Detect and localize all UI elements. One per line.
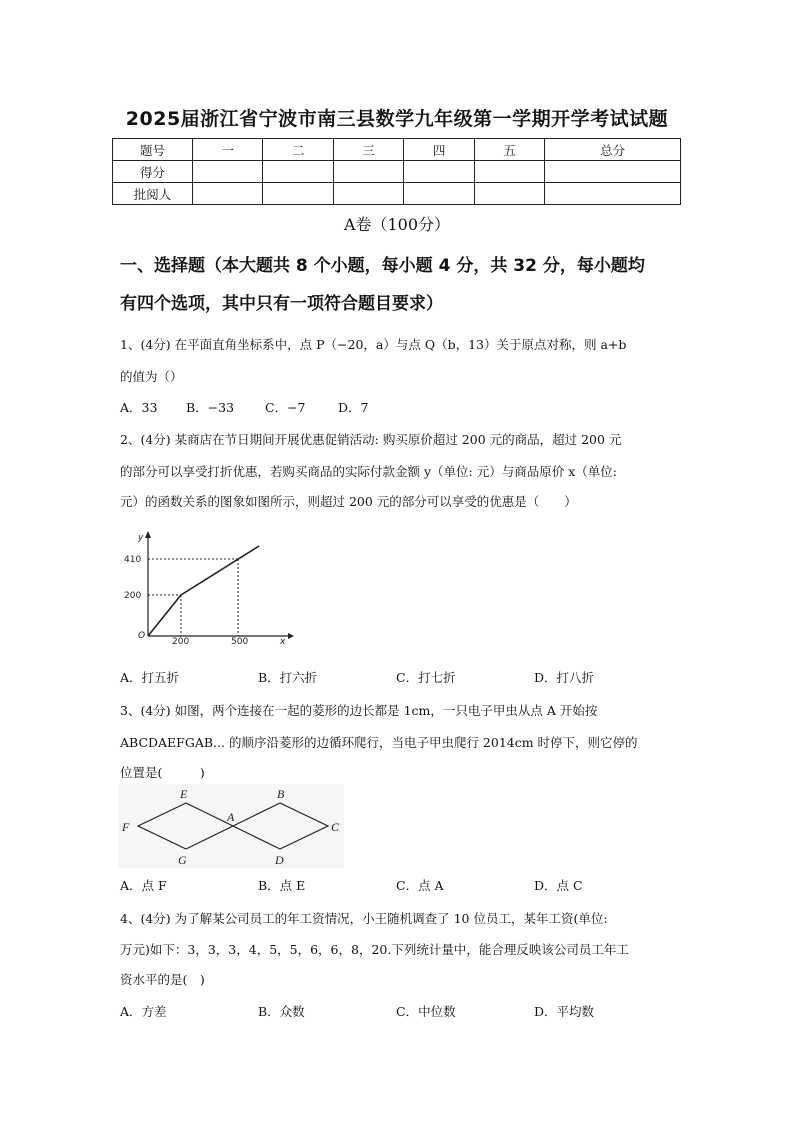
q3-option-b: B．点 E <box>258 878 306 893</box>
q4-option-b: B．众数 <box>258 1004 305 1019</box>
score-cell <box>263 161 333 183</box>
q2-text-line3: 元）的函数关系的图象如图所示，则超过 200 元的部分可以享受的优惠是（ ） <box>120 494 577 509</box>
score-table <box>112 138 681 205</box>
q1-option-b: B．−33 <box>186 400 235 415</box>
point-label-c: C <box>331 820 340 834</box>
exam-title: 2025届浙江省宁波市南三县数学九年级第一学期开学考试试题 <box>125 108 669 130</box>
q4-option-a: A．方差 <box>120 1004 167 1019</box>
score-cell: 四 <box>404 139 474 161</box>
score-cell: 一 <box>193 139 263 161</box>
q1-option-a: A．33 <box>120 400 158 415</box>
q3-rhombus-figure <box>118 784 344 868</box>
point-label-g: G <box>178 853 187 867</box>
q3-text-line2: ABCDAEFGAB... 的顺序沿菱形的边循环爬行，当电子甲虫爬行 2014cm 时停下，则它停的 <box>120 735 638 750</box>
x-axis-arrow-icon <box>288 633 294 639</box>
score-cell <box>545 161 681 183</box>
score-cell: 得分 <box>113 161 193 183</box>
point-label-b: B <box>277 787 285 801</box>
q4-text-line3: 资水平的是( ) <box>120 972 205 987</box>
section-heading-line1: 一、选择题（本大题共 8 个小题，每小题 4 分，共 32 分，每小题均 <box>120 256 645 276</box>
figure-background <box>118 784 344 868</box>
q2-text-line2: 的部分可以享受打折优惠，若购买商品的实际付款金额 y（单位: 元）与商品原价 x（单位: <box>120 464 617 479</box>
section-heading-line2: 有四个选项，其中只有一项符合题目要求） <box>120 294 443 314</box>
score-cell <box>474 161 544 183</box>
q3-text-line3: 位置是( ) <box>120 765 205 780</box>
q1-text-line2: 的值为（） <box>120 369 183 384</box>
score-cell <box>545 183 681 205</box>
point-label-d: D <box>275 853 284 867</box>
score-cell <box>263 183 333 205</box>
score-cell <box>193 161 263 183</box>
q3-option-c: C．点 A <box>396 878 444 893</box>
origin-label: O <box>138 631 146 641</box>
point-label-a: A <box>227 810 235 824</box>
score-table-row <box>113 183 681 205</box>
q3-text-line1: 3、(4分) 如图，两个连接在一起的菱形的边长都是 1cm，一只电子甲虫从点 A 开始按 <box>120 703 598 718</box>
q4-option-c: C．中位数 <box>396 1004 456 1019</box>
y-tick-200: 200 <box>124 591 142 601</box>
q1-text-line1: 1、(4分) 在平面直角坐标系中，点 P（−20，a）与点 Q（b，13）关于原点对称，则 a+b <box>120 337 627 352</box>
q2-text-line1: 2、(4分) 某商店在节日期间开展优惠促销活动: 购买原价超过 200 元的商品，超过 200 元 <box>120 432 622 447</box>
q3-option-d: D．点 C <box>534 878 583 893</box>
score-cell: 批阅人 <box>113 183 193 205</box>
q4-text-line2: 万元)如下：3，3，3，4，5，5，6，6，8，20.下列统计量中，能合理反映该公司员工年工 <box>120 942 629 957</box>
y-axis-label: y <box>138 533 144 543</box>
score-cell: 题号 <box>113 139 193 161</box>
q2-function-graph <box>118 526 294 656</box>
q4-option-d: D．平均数 <box>534 1004 595 1019</box>
q1-option-c: C．−7 <box>265 400 306 415</box>
section-a-title: A卷（100分） <box>343 215 451 234</box>
score-table-header-row <box>113 139 681 161</box>
x-tick-500: 500 <box>231 637 249 647</box>
q1-option-d: D．7 <box>338 400 369 415</box>
score-table-row <box>113 161 681 183</box>
q2-option-c: C．打七折 <box>396 670 456 685</box>
score-cell <box>333 161 403 183</box>
score-cell: 总分 <box>545 139 681 161</box>
score-cell: 五 <box>474 139 544 161</box>
q4-text-line1: 4、(4分) 为了解某公司员工的年工资情况，小王随机调查了 10 位员工，某年工资(单位: <box>120 911 608 926</box>
score-cell <box>404 183 474 205</box>
q3-option-a: A．点 F <box>120 878 167 893</box>
x-tick-200: 200 <box>172 637 190 647</box>
score-cell: 三 <box>333 139 403 161</box>
x-axis-label: x <box>280 637 286 647</box>
y-tick-410: 410 <box>124 555 142 565</box>
q2-option-d: D．打八折 <box>534 670 595 685</box>
point-label-f: F <box>122 820 130 834</box>
score-cell <box>333 183 403 205</box>
point-label-e: E <box>180 787 188 801</box>
score-cell <box>193 183 263 205</box>
q2-option-a: A．打五折 <box>120 670 180 685</box>
score-cell <box>404 161 474 183</box>
score-cell <box>474 183 544 205</box>
score-cell: 二 <box>263 139 333 161</box>
q2-option-b: B．打六折 <box>258 670 318 685</box>
y-axis-arrow-icon <box>145 531 151 538</box>
